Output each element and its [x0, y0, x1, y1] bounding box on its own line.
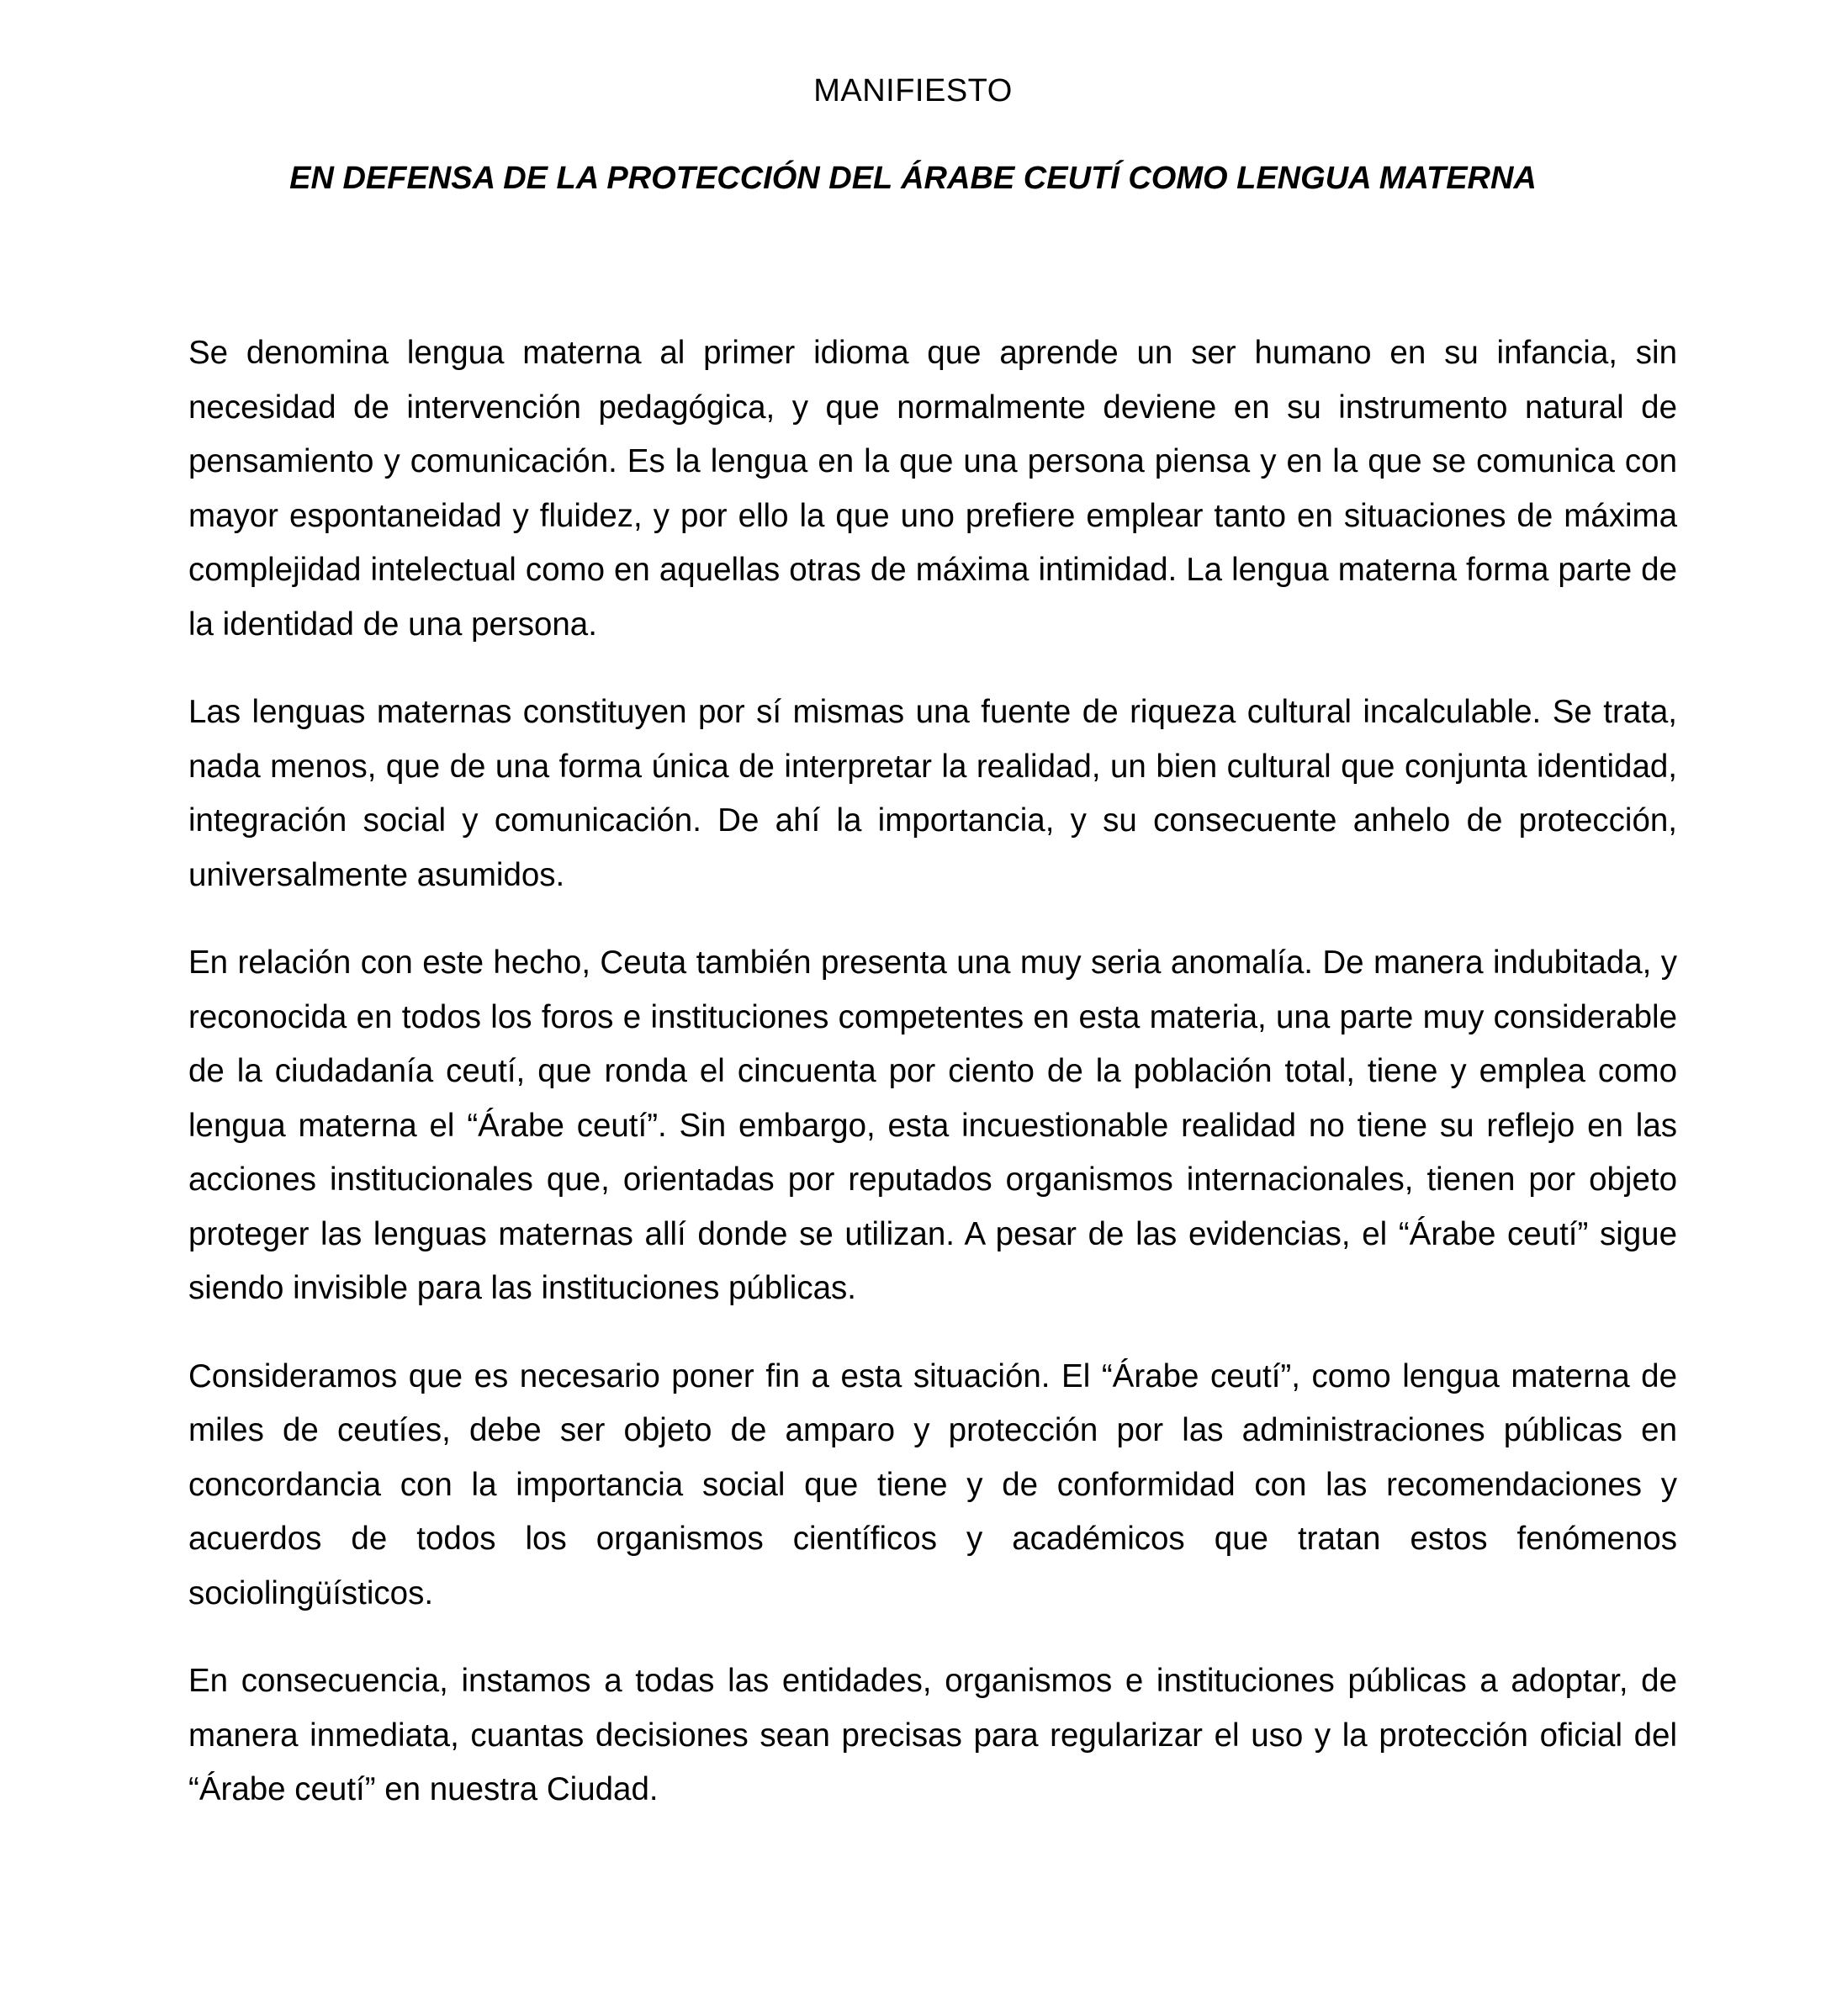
paragraph-call-for-protection: Consideramos que es necesario poner fin a esta situación. El “Árabe ceutí”, como lengua materna de miles de ceutíes, debe ser objeto de amparo y protección por las administraciones públicas en concordancia con la importancia social que tiene y de conformidad con las recomendaciones y acuerdos de todos los organismos científicos y académicos que tratan estos fenómenos sociolingüísticos. [188, 1357, 1677, 1611]
document-label: MANIFIESTO [813, 73, 1013, 108]
paragraph-definition: Se denomina lengua materna al primer idioma que aprende un ser humano en su infancia, sin necesidad de intervención pedagógica, y que normalmente deviene en su instrumento natural de pensamiento y comunicación. Es la lengua en la que una persona piensa y en la que se comunica con mayor espontaneidad y fluidez, y por ello la que uno prefiere emplear tanto en situaciones de máxima complejidad intelectual como en aquellas otras de máxima intimidad. La lengua materna forma parte de la identidad de una persona. [188, 335, 1677, 643]
paragraph-conclusion: En consecuencia, instamos a todas las entidades, organismos e instituciones públicas a adoptar, de manera inmediata, cuantas decisiones sean precisas para regularizar el uso y la protección oficial del “Árabe ceutí” en nuestra Ciudad. [188, 1663, 1677, 1807]
document-title: EN DEFENSA DE LA PROTECCIÓN DEL ÁRABE CEUTÍ COMO LENGUA MATERNA [289, 161, 1537, 196]
paragraph-ceuta-anomaly: En relación con este hecho, Ceuta también presenta una muy seria anomalía. De manera indubitada, y reconocida en todos los foros e instituciones competentes en esta materia, una parte muy considerable de la ciudadanía ceutí, que ronda el cincuenta por ciento de la población total, tiene y emplea como lengua materna el “Árabe ceutí”. Sin embargo, esta incuestionable realidad no tiene su reflejo en las acciones institucionales que, orientadas por reputados organismos internacionales, tienen por objeto proteger las lenguas maternas allí donde se utilizan. A pesar de las evidencias, el “Árabe ceutí” sigue siendo invisible para las instituciones públicas. [188, 945, 1677, 1306]
document-body [188, 326, 1677, 1851]
paragraph-cultural-wealth: Las lenguas maternas constituyen por sí mismas una fuente de riqueza cultural incalculable. Se trata, nada menos, que de una forma única de interpretar la realidad, un bien cultural que conjunta identidad, integración social y comunicación. De ahí la importancia, y su consecuente anhelo de protección, universalmente asumidos. [188, 694, 1677, 893]
